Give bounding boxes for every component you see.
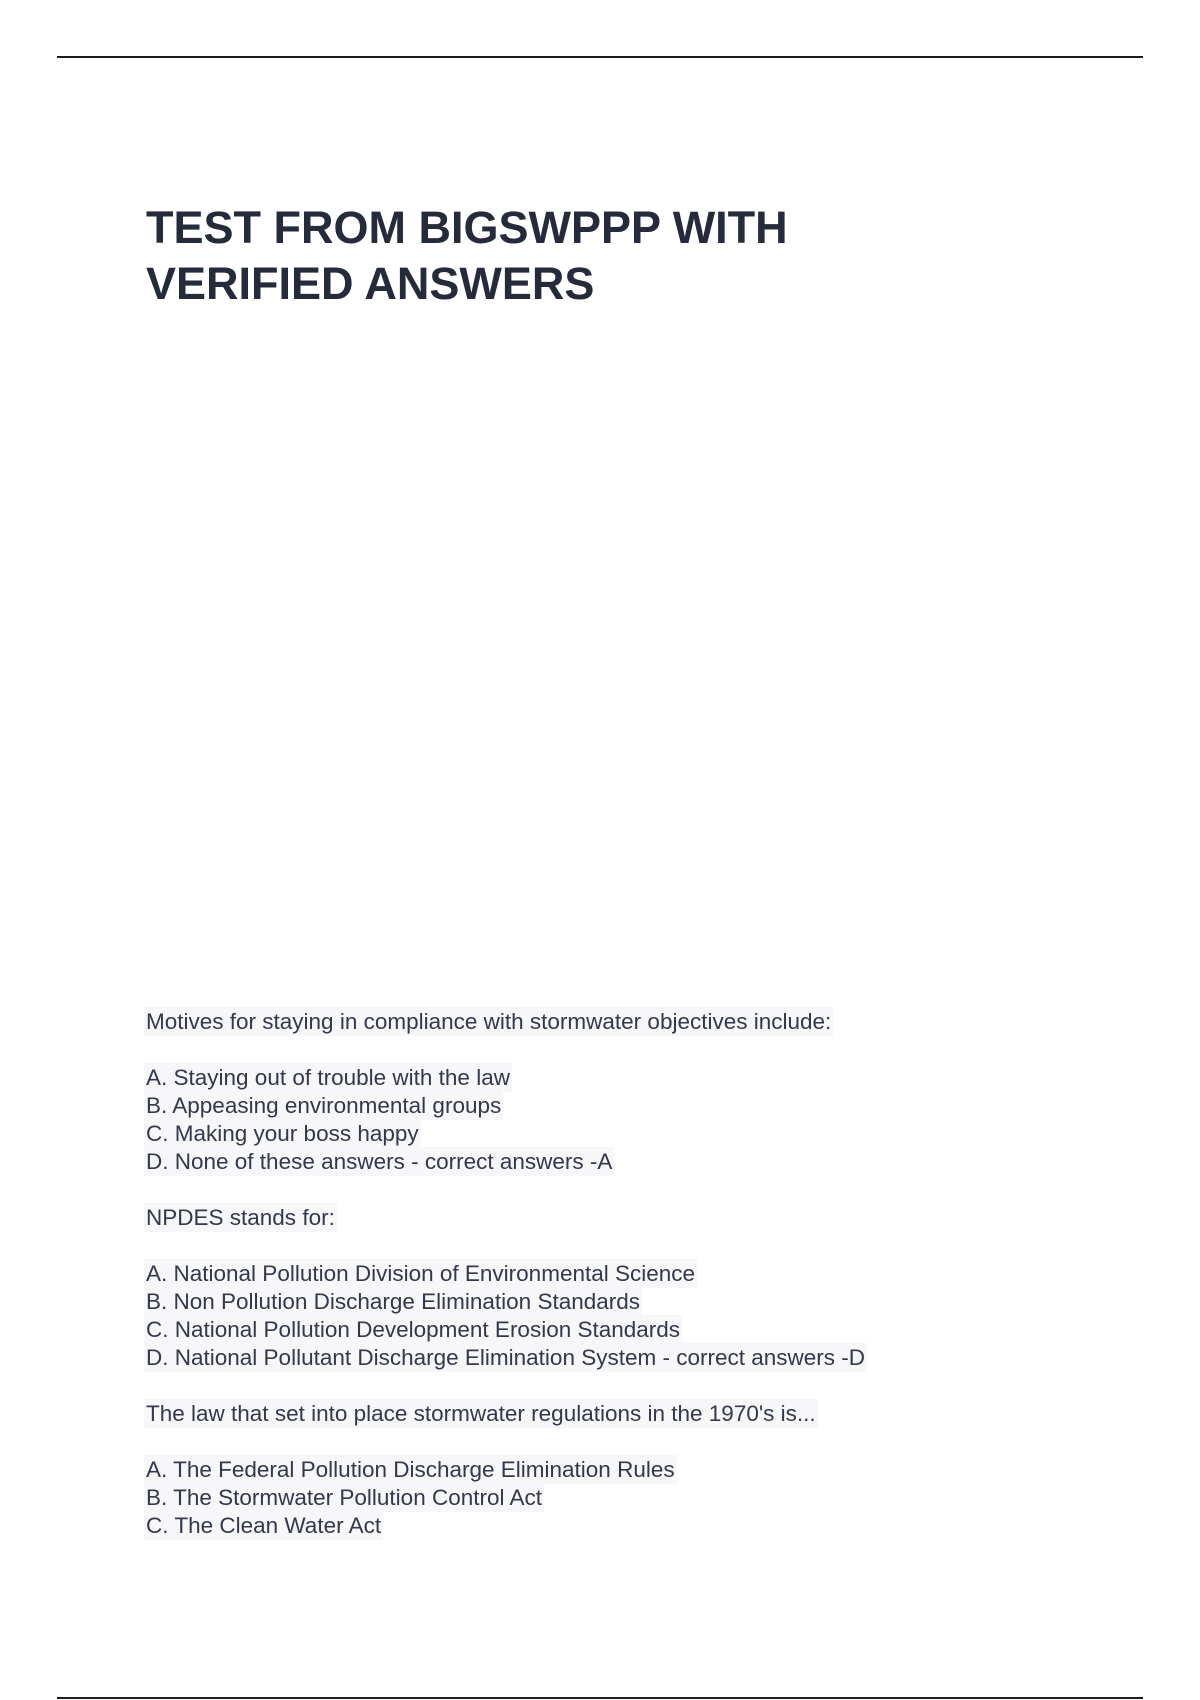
answer-option: A. The Federal Pollution Discharge Elimination Rules [146,1457,675,1482]
footer-rule [57,1697,1143,1699]
question-list [146,1008,1146,1540]
answer-option: B. Non Pollution Discharge Elimination Standards [146,1289,641,1314]
question-prompt: Motives for staying in compliance with stormwater objectives include: [146,1009,832,1034]
answer-option: C. The Clean Water Act [146,1513,382,1538]
title-line-2: VERIFIED ANSWERS [146,258,595,309]
header-rule [57,56,1143,58]
question-prompt: The law that set into place stormwater regulations in the 1970's is... [146,1401,816,1426]
answer-option: A. National Pollution Division of Environmental Science [146,1261,696,1286]
answer-option: D. None of these answers - correct answers -A [146,1149,613,1174]
question-2 [146,1204,1146,1372]
answer-option: C. National Pollution Development Erosion Standards [146,1317,681,1342]
question-1 [146,1008,1146,1176]
question-prompt: NPDES stands for: [146,1205,335,1230]
answer-option: B. The Stormwater Pollution Control Act [146,1485,543,1510]
question-3 [146,1400,1146,1540]
answer-option: A. Staying out of trouble with the law [146,1065,510,1090]
title-line-1: TEST FROM BIGSWPPP WITH [146,202,788,253]
answer-option: D. National Pollutant Discharge Elimination System - correct answers -D [146,1345,866,1370]
answer-option: B. Appeasing environmental groups [146,1093,502,1118]
answer-option: C. Making your boss happy [146,1121,419,1146]
document-title [146,200,1046,312]
